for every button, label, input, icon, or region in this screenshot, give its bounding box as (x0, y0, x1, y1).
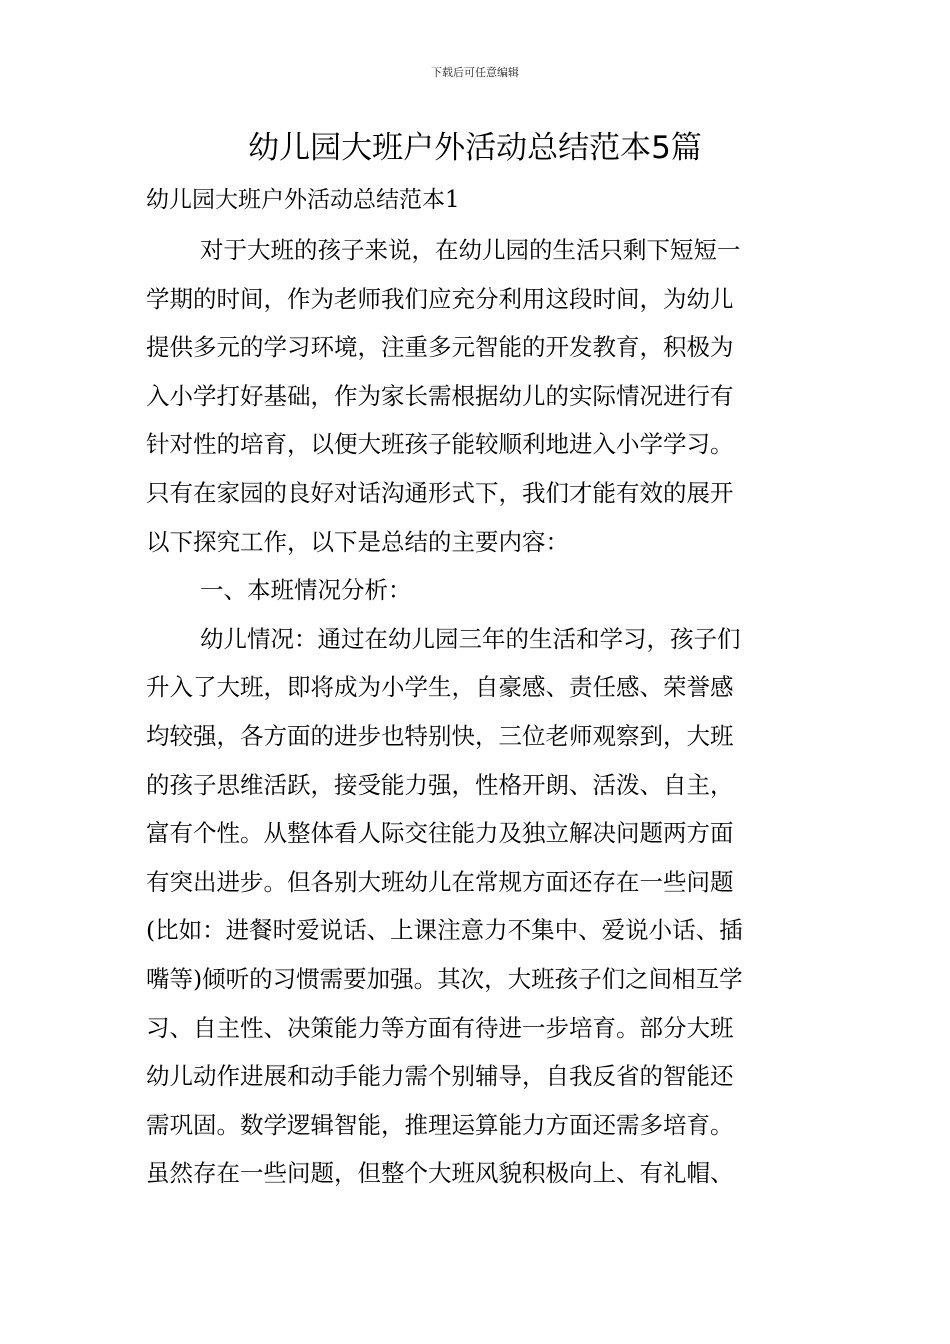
paragraph-line: 只有在家园的良好对话沟通形式下，我们才能有效的展开 (146, 478, 734, 507)
paragraph-line: (比如：进餐时爱说话、上课注意力不集中、爱说小话、插 (146, 916, 743, 945)
paragraph-line: 幼儿情况：通过在幼儿园三年的生活和学习，孩子们 (200, 624, 741, 653)
paragraph-line: 需巩固。数学逻辑智能，推理运算能力方面还需多培育。 (146, 1110, 734, 1139)
header-note: 下载后可任意编辑 (431, 66, 519, 79)
paragraph-line: 富有个性。从整体看人际交往能力及独立解决问题两方面 (146, 819, 734, 848)
paragraph-line: 针对性的培育，以便大班孩子能较顺利地进入小学学习。 (146, 430, 734, 459)
paragraph-line: 幼儿动作进展和动手能力需个别辅导，自我反省的智能还 (146, 1062, 734, 1091)
paragraph-line: 对于大班的孩子来说，在幼儿园的生活只剩下短短一 (200, 236, 741, 264)
paragraph-line: 习、自主性、决策能力等方面有待进一步培育。部分大班 (146, 1013, 734, 1042)
section-title: 幼儿园大班户外活动总结范本1 (146, 187, 460, 213)
paragraph-line: 学期的时间，作为老师我们应充分利用这段时间，为幼儿 (146, 284, 734, 313)
paragraph-line: 入小学打好基础，作为家长需根据幼儿的实际情况进行有 (146, 381, 734, 410)
paragraph-line: 嘴等)倾听的习惯需要加强。其次，大班孩子们之间相互学 (146, 964, 743, 993)
paragraph-line: 有突出进步。但各别大班幼儿在常规方面还存在一些问题 (146, 867, 734, 896)
paragraph-line: 以下探究工作，以下是总结的主要内容： (146, 527, 569, 556)
paragraph-line: 的孩子思维活跃，接受能力强，性格开朗、活泼、自主， (146, 770, 734, 799)
paragraph-line: 均较强，各方面的进步也特别快，三位老师观察到，大班 (146, 721, 734, 750)
document-title: 幼儿园大班户外活动总结范本5篇 (248, 130, 702, 166)
document-body (146, 226, 806, 1198)
paragraph-line: 提供多元的学习环境，注重多元智能的开发教育，积极为 (146, 333, 734, 362)
paragraph-line: 升入了大班，即将成为小学生，自豪感、责任感、荣誉感 (146, 673, 734, 702)
subheading-line: 一、本班情况分析： (200, 576, 412, 605)
paragraph-line: 虽然存在一些问题，但整个大班风貌积极向上、有礼帽、 (146, 1159, 734, 1188)
